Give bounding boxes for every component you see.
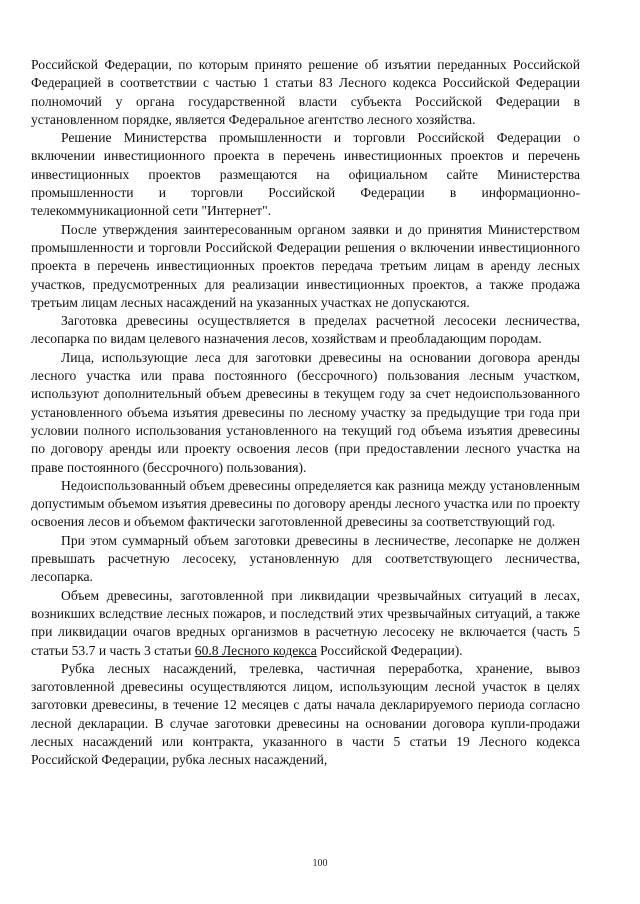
page-number: 100 [312, 858, 328, 869]
paragraph-6: Недоиспользованный объем древесины определяется как разница между установленным допустимым объемом изъятия древесины по договору аренды лесного участка или по проекту освоения лесов и объемом фактически заготовленной древесины за соответствующий год. [31, 477, 580, 530]
paragraph-2: Решение Министерства промышленности и торговли Российской Федерации о включении инвестиционного проекта в перечень инвестиционных проектов и перечень инвестиционных проектов размещаются на официальном сайте Министерства промышленности и торговли Российской Федерации в информационно-телекоммуникационной сети "Интернет". [31, 130, 580, 219]
paragraph-8-text-after: Российской Федерации). [316, 642, 463, 658]
paragraph-1: Российской Федерации, по которым принято решение об изъятии переданных Российской Федерацией в соответствии с частью 1 статьи 83 Лесного кодекса Российской Федерации полномочий у органа государственной власти субъекта Российской Федерации в установленном порядке, является Федеральное агентство лесного хозяйства. [31, 57, 580, 127]
document-body [31, 56, 580, 770]
paragraph-8-text-before: Объем древесины, заготовленной при ликвидации чрезвычайных ситуаций в лесах, возникших вследствие лесных пожаров, и последствий этих чрезвычайных ситуаций, а также при ликвидации очагов вредных организмов в расчетную лесосеку не включается (часть 5 статьи 53.7 и часть 3 статьи [31, 587, 580, 658]
paragraph-7: При этом суммарный объем заготовки древесины в лесничестве, лесопарке не должен превышать расчетную лесосеку, установленную для соответствующего лесничества, лесопарка. [31, 532, 580, 585]
paragraph-4: Заготовка древесины осуществляется в пределах расчетной лесосеки лесничества, лесопарка по видам целевого назначения лесов, хозяйствам и преобладающим породам. [31, 313, 580, 347]
lesnoy-kodeks-link[interactable]: 60.8 Лесного кодекса [194, 642, 317, 658]
paragraph-3: После утверждения заинтересованным органом заявки и до принятия Министерством промышленности и торговли Российской Федерации решения о включении инвестиционного проекта в перечень инвестиционных проектов передача третьим лицам в аренду лесных участков, предусмотренных для реализации инвестиционных проектов, а также продажа третьим лицам лесных насаждений на указанных участках не допускаются. [31, 221, 580, 310]
paragraph-8 [31, 587, 580, 660]
paragraph-9: Рубка лесных насаждений, трелевка, частичная переработка, хранение, вывоз заготовленной древесины осуществляются лицом, использующим лесной участок в целях заготовки древесины, в течение 12 месяцев с даты начала декларируемого периода согласно лесной декларации. В случае заготовки древесины на основании договора купли-продажи лесных насаждений или контракта, указанного в части 5 статьи 19 Лесного кодекса Российской Федерации, рубка лесных насаждений, [31, 660, 580, 768]
paragraph-5: Лица, использующие леса для заготовки древесины на основании договора аренды лесного участка или права постоянного (бессрочного) пользования лесным участком, используют дополнительный объем древесины в текущем году за счет недоиспользованного установленного объема изъятия древесины по лесному участку за предыдущие три года при условии полного использования установленного на текущий год объема изъятия древесины по договору аренды или проекту освоения лесов (при предоставлении лесного участка на праве постоянного (бессрочного) пользования). [31, 349, 580, 475]
